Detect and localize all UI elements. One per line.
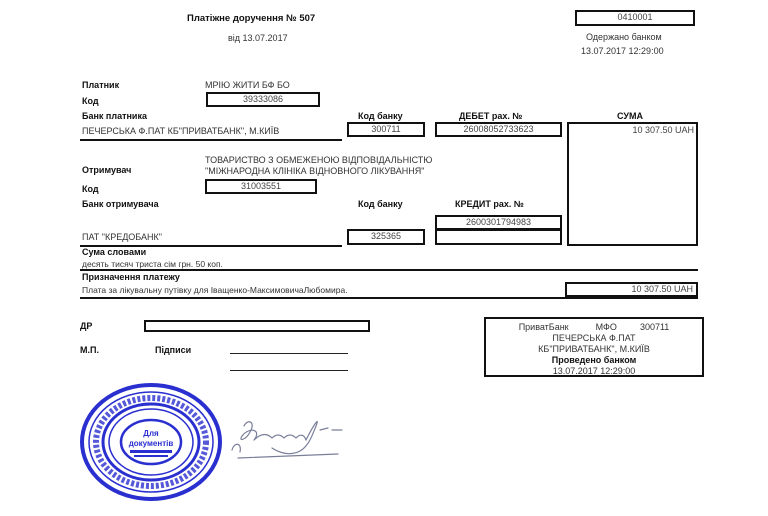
form-code-box: 0410001 xyxy=(575,10,695,26)
payer-bank-underline xyxy=(80,139,342,141)
stamp-line3: КБ"ПРИВАТБАНК", М.КИЇВ xyxy=(538,344,650,354)
purpose-amount-box: 10 307.50 UAH xyxy=(565,282,698,297)
credit-account-box: 2600301794983 xyxy=(435,215,562,230)
bank-processed-stamp xyxy=(484,317,704,377)
payer-bank-code-box: 300711 xyxy=(347,122,425,137)
credit-account-extra-box xyxy=(435,229,562,245)
seal-text-2: документів xyxy=(128,439,174,448)
purpose-label: Призначення платежу xyxy=(82,272,180,282)
words-value: десять тисяч триста сім грн. 50 коп. xyxy=(82,259,223,269)
recipient-bank-label: Банк отримувача xyxy=(82,199,159,209)
payer-code-box: 39333086 xyxy=(206,92,320,107)
recipient-bank-code-box: 325365 xyxy=(347,229,425,245)
document-title: Платіжне доручення № 507 xyxy=(187,13,316,24)
recipient-bank-code-label: Код банку xyxy=(358,199,403,209)
dr-field xyxy=(144,320,370,332)
stamp-line2: ПЕЧЕРСЬКА Ф.ПАТ xyxy=(552,333,636,343)
payer-name: МРІЮ ЖИТИ БФ БО xyxy=(205,80,290,90)
received-datetime: 13.07.2017 12:29:00 xyxy=(581,46,664,56)
words-underline xyxy=(80,269,698,271)
payer-bank-name: ПЕЧЕРСЬКА Ф.ПАТ КБ"ПРИВАТБАНК", М.КИЇВ xyxy=(82,126,280,136)
words-label: Сума словами xyxy=(82,247,147,257)
signatures-label: Підписи xyxy=(155,345,192,355)
amount-value: 10 307.50 UAH xyxy=(632,125,694,135)
debit-account-box: 26008052733623 xyxy=(435,122,562,137)
recipient-label: Отримувач xyxy=(82,165,132,175)
dr-label: ДР xyxy=(80,321,93,331)
payer-bank-label: Банк платника xyxy=(82,111,147,121)
debit-label: ДЕБЕТ рах. № xyxy=(459,111,523,121)
seal-text-1: Для xyxy=(143,429,159,438)
recipient-code-box: 31003551 xyxy=(205,179,317,194)
stamp-processed-label: Проведено банком xyxy=(551,355,637,365)
signature-line-1 xyxy=(230,353,348,354)
signature-line-2 xyxy=(230,370,348,371)
stamp-bank-name: ПриватБанк xyxy=(518,322,569,332)
credit-label: КРЕДИТ рах. № xyxy=(455,199,524,209)
amount-box xyxy=(567,122,698,246)
mp-label: М.П. xyxy=(80,345,99,355)
stamp-processed-datetime: 13.07.2017 12:29:00 xyxy=(552,366,636,376)
company-seal-icon xyxy=(80,382,222,502)
stamp-mfo-value: 300711 xyxy=(639,322,670,332)
purpose-value: Плата за лікувальну путівку для Іващенко-МаксимовичаЛюбомира. xyxy=(82,285,348,295)
document-date: від 13.07.2017 xyxy=(228,33,288,43)
purpose-underline xyxy=(80,297,698,299)
handwritten-signature-icon xyxy=(228,412,348,464)
payer-code-label: Код xyxy=(82,96,99,106)
payer-label: Платник xyxy=(82,80,120,90)
recipient-name-line1: ТОВАРИСТВО З ОБМЕЖЕНОЮ ВІДПОВІДАЛЬНІСТЮ xyxy=(205,155,433,165)
payer-bank-code-label: Код банку xyxy=(358,111,403,121)
recipient-code-label: Код xyxy=(82,184,99,194)
recipient-bank-name: ПАТ "КРЕДОБАНК" xyxy=(82,232,162,242)
received-label: Одержано банком xyxy=(586,32,662,42)
amount-label: СУМА xyxy=(617,111,643,121)
recipient-name-line2: "МІЖНАРОДНА КЛІНІКА ВІДНОВНОГО ЛІКУВАННЯ" xyxy=(205,166,425,176)
stamp-mfo-label: МФО xyxy=(595,322,617,332)
